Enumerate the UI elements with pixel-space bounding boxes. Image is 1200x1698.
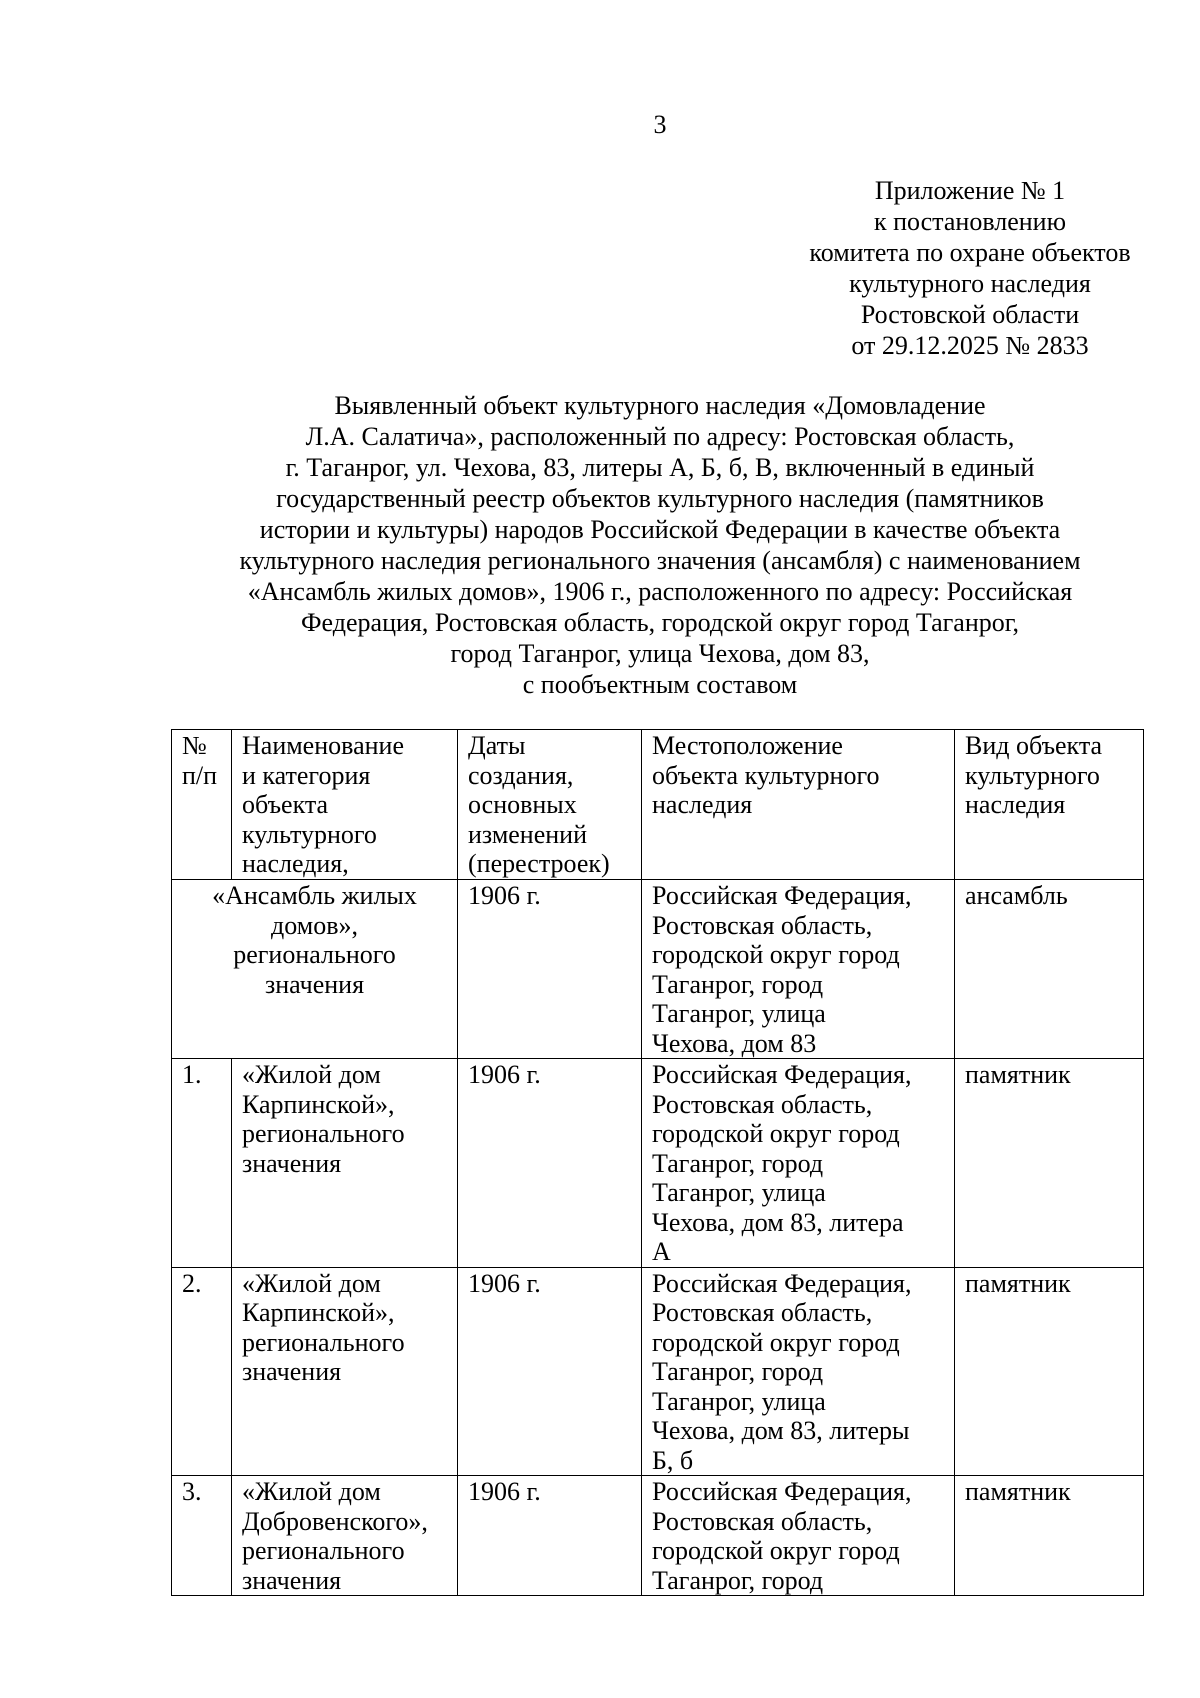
row-date: 1906 г. <box>458 1267 642 1476</box>
row-location: Российская Федерация, Ростовская область, городской округ город Таганрог, город <box>642 1476 955 1596</box>
row-num: 3. <box>172 1476 232 1596</box>
title-line: город Таганрог, улица Чехова, дом 83, <box>450 639 870 668</box>
appendix-line: комитета по охране объектов <box>809 238 1131 267</box>
ensemble-date: 1906 г. <box>458 880 642 1059</box>
row-date: 1906 г. <box>458 1476 642 1596</box>
title-line: с пообъектным составом <box>522 670 798 699</box>
header-location: Местоположение объекта культурного наследия <box>642 730 955 880</box>
ensemble-name: «Ансамбль жилых домов», регионального значения <box>172 880 458 1059</box>
row-name: «Жилой дом Карпинской», регионального значения <box>232 1267 458 1476</box>
title-line: Выявленный объект культурного наследия «Домовладение <box>334 391 986 420</box>
title-line: культурного наследия регионального значения (ансамбля) с наименованием <box>239 546 1081 575</box>
appendix-line: Приложение № 1 <box>874 176 1066 205</box>
table-row <box>172 1059 1144 1268</box>
appendix-line: от 29.12.2025 № 2833 <box>851 331 1089 360</box>
title-line: государственный реестр объектов культурного наследия (памятников <box>276 484 1044 513</box>
appendix-line: Ростовской области <box>860 300 1080 329</box>
appendix-line: культурного наследия <box>849 269 1091 298</box>
table-row-ensemble <box>172 880 1144 1059</box>
document-title <box>150 390 1170 700</box>
row-type: памятник <box>955 1267 1144 1476</box>
appendix-line: к постановлению <box>873 207 1067 236</box>
title-line: истории и культуры) народов Российской Федерации в качестве объекта <box>259 515 1061 544</box>
header-dates: Даты создания, основных изменений (перестроек) <box>458 730 642 880</box>
ensemble-location: Российская Федерация, Ростовская область, городской округ город Таганрог, город Таганрог, улица Чехова, дом 83 <box>642 880 955 1059</box>
title-line: Федерация, Ростовская область, городской округ город Таганрог, <box>301 608 1019 637</box>
row-type: памятник <box>955 1059 1144 1268</box>
row-type: памятник <box>955 1476 1144 1596</box>
title-line: «Ансамбль жилых домов», 1906 г., расположенного по адресу: Российская <box>247 577 1073 606</box>
ensemble-type: ансамбль <box>955 880 1144 1059</box>
page-number: 3 <box>653 110 667 139</box>
row-num: 2. <box>172 1267 232 1476</box>
title-line: Л.А. Салатича», расположенный по адресу: Ростовская область, <box>305 422 1015 451</box>
table-header-row <box>172 730 1144 880</box>
heritage-objects-table <box>171 729 1144 1596</box>
row-location: Российская Федерация, Ростовская область, городской округ город Таганрог, город Таганрог, улица Чехова, дом 83, литеры Б, б <box>642 1267 955 1476</box>
appendix-header <box>740 175 1200 361</box>
table-row <box>172 1476 1144 1596</box>
row-name: «Жилой дом Карпинской», регионального значения <box>232 1059 458 1268</box>
header-type: Вид объекта культурного наследия <box>955 730 1144 880</box>
row-num: 1. <box>172 1059 232 1268</box>
header-num: № п/п <box>172 730 232 880</box>
title-line: г. Таганрог, ул. Чехова, 83, литеры А, Б, б, В, включенный в единый <box>285 453 1035 482</box>
header-name: Наименование и категория объекта культурного наследия, <box>232 730 458 880</box>
row-name: «Жилой дом Добровенского», регионального значения <box>232 1476 458 1596</box>
table-row <box>172 1267 1144 1476</box>
row-location: Российская Федерация, Ростовская область, городской округ город Таганрог, город Таганрог, улица Чехова, дом 83, литера А <box>642 1059 955 1268</box>
row-date: 1906 г. <box>458 1059 642 1268</box>
